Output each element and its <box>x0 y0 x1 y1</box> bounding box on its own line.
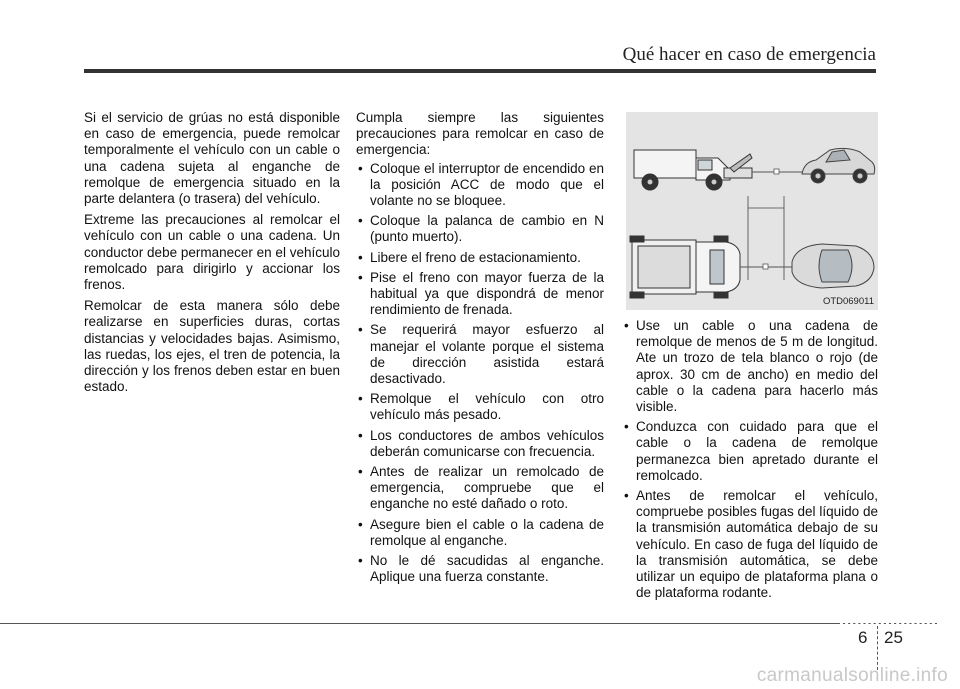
header-title: Qué hacer en caso de emergencia <box>622 44 876 65</box>
bullet-icon: • <box>358 516 363 532</box>
list-item: • Se requerirá mayor esfuerzo al manejar el volante porque el sistema de dirección asistida estará desactivado. <box>358 322 604 387</box>
list-item: • Use un cable o una cadena de remolque de menos de 5 m de longitud. Ate un trozo de tela blanco o rojo (de aprox. 30 cm de ancho) en medio del cable o la cadena para hacerlo más visible. <box>624 318 878 415</box>
bullet-icon: • <box>358 391 363 407</box>
list-item: • Pise el freno con mayor fuerza de la habitual ya que dispondrá de menor rendimiento de frenada. <box>358 269 604 318</box>
towing-tips-list <box>622 318 878 601</box>
page-number: 25 <box>884 628 903 647</box>
list-item: • No le dé sacudidas al enganche. Aplique una fuerza constante. <box>358 553 604 585</box>
cable-marker-icon <box>774 169 779 174</box>
bullet-icon: • <box>358 553 363 569</box>
bullet-icon: • <box>358 269 363 285</box>
watermark: carmanualsonline.info <box>756 665 948 686</box>
towing-illustration <box>626 112 878 310</box>
bullet-icon: • <box>358 464 363 480</box>
page-number-separator <box>877 626 878 670</box>
footer-rule-dashed <box>840 623 940 624</box>
towing-diagram-svg <box>626 112 878 310</box>
list-item: • Asegure bien el cable o la cadena de remolque al enganche. <box>358 516 604 548</box>
towed-car-side-icon <box>802 148 875 183</box>
list-item: • Antes de remolcar el vehículo, compruebe posibles fugas del líquido de la transmisión automática debajo de su vehículo. En caso de fuga del líquido de la transmisión automática, se debe utilizar un equipo de plataforma plana o de plataforma rodante. <box>624 488 878 601</box>
list-item: • Conduzca con cuidado para que el cable o la cadena de remolque permanezca bien apretado durante el remolcado. <box>624 419 878 483</box>
towed-car-top-icon <box>792 244 874 288</box>
bullet-icon: • <box>358 322 363 338</box>
list-item: • Remolque el vehículo con otro vehículo más pesado. <box>358 391 604 423</box>
chapter-number: 6 <box>858 628 868 647</box>
bullet-icon: • <box>358 427 363 443</box>
bullet-icon: • <box>358 249 363 265</box>
figure-caption: OTD069011 <box>822 296 874 307</box>
column-2 <box>356 110 604 589</box>
header-rule <box>84 69 876 73</box>
footer-rule <box>0 623 940 624</box>
bullet-icon: • <box>624 419 629 435</box>
list-item: • Los conductores de ambos vehículos deberán comunicarse con frecuencia. <box>358 427 604 459</box>
paragraph: Extreme las precauciones al remolcar el vehículo con un cable o una cadena. Un conductor debe permanecer en el vehículo remolcado para dirigirlo y accionar los frenos. <box>84 212 340 293</box>
column-1 <box>84 110 340 400</box>
list-item: • Coloque la palanca de cambio en N (punto muerto). <box>358 213 604 245</box>
cable-marker-icon <box>763 264 768 269</box>
bullet-icon: • <box>358 213 363 229</box>
list-item: • Libere el freno de estacionamiento. <box>358 249 581 265</box>
list-item: • Coloque el interruptor de encendido en la posición ACC de modo que el volante no se bloquee. <box>358 160 604 209</box>
paragraph: Si el servicio de grúas no está disponible en caso de emergencia, puede remolcar temporalmente el vehículo con un cable o una cadena sujeta al enganche de remolque de emergencia situado en la parte delantera (o trasera) del vehículo. <box>84 110 340 207</box>
tow-truck-top-icon <box>630 236 740 298</box>
tow-truck-side-icon <box>634 150 752 190</box>
intro-paragraph: Cumpla siempre las siguientes precauciones para remolcar en caso de emergencia: <box>356 110 604 158</box>
paragraph: Remolcar de esta manera sólo debe realizarse en superficies duras, cortas distancias y velocidades bajas. Asimismo, las ruedas, los ejes, el tren de potencia, la dirección y los frenos deben estar en buen estado. <box>84 298 340 395</box>
bullet-icon: • <box>358 160 363 176</box>
precaution-list <box>356 161 604 586</box>
column-3 <box>622 316 878 605</box>
bullet-icon: • <box>624 488 629 504</box>
list-item: • Antes de realizar un remolcado de emergencia, compruebe que el enganche no esté dañado o roto. <box>358 464 604 512</box>
bullet-icon: • <box>624 318 629 333</box>
